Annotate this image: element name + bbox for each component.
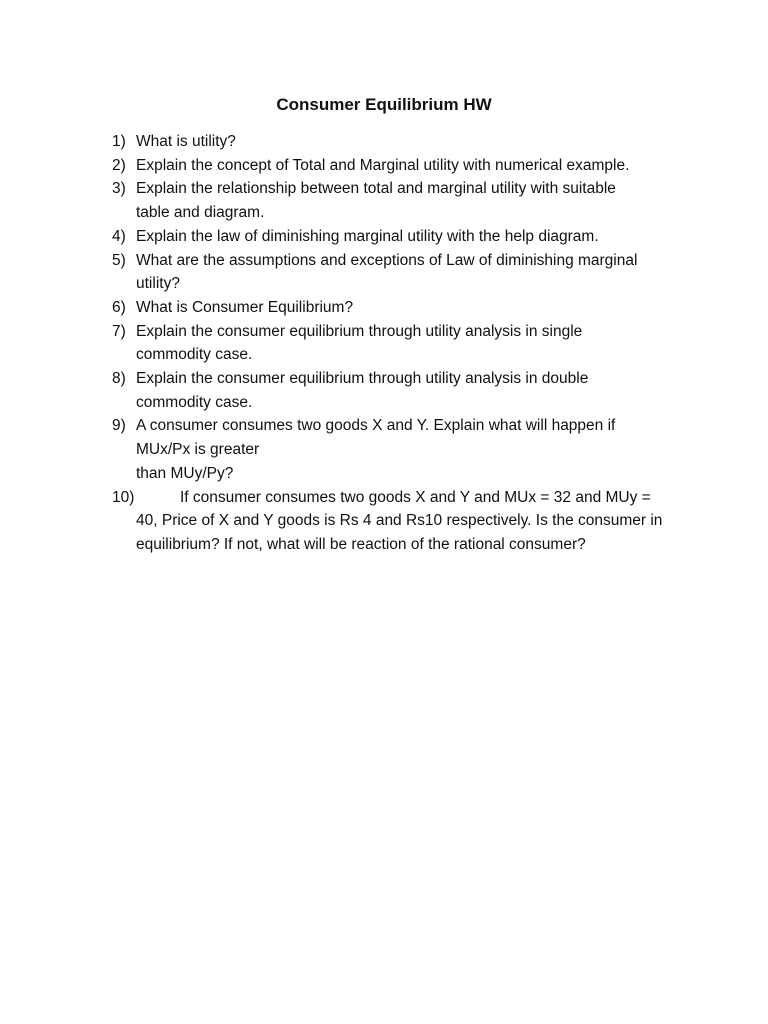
question-text: A consumer consumes two goods X and Y. Explain what will happen if [136, 417, 616, 435]
question-number: 7) [112, 322, 126, 340]
question-number: 3) [112, 180, 126, 198]
question-number: 4) [112, 227, 126, 245]
question-item-2 [112, 154, 672, 178]
question-item-7 [112, 320, 672, 367]
question-item-4 [112, 225, 672, 249]
question-number: 10) [112, 488, 135, 506]
question-text: table and diagram. [136, 204, 265, 222]
question-item-8 [112, 367, 672, 414]
question-number: 1) [112, 133, 126, 150]
question-number: 2) [112, 156, 126, 174]
question-text: MUx/Px is greater [136, 441, 260, 459]
question-number: 5) [112, 251, 126, 269]
question-text: What is utility? [136, 133, 236, 150]
question-text: commodity case. [136, 393, 253, 411]
question-list [112, 130, 672, 557]
question-text: Explain the consumer equilibrium through utility analysis in single [136, 322, 583, 340]
question-text: 40, Price of X and Y goods is Rs 4 and Rs10 respectively. Is the consumer in [136, 512, 663, 530]
question-number: 8) [112, 370, 126, 388]
question-text: utility? [136, 275, 180, 293]
question-text: What is Consumer Equilibrium? [136, 298, 354, 316]
question-text: Explain the law of diminishing marginal utility with the help diagram. [136, 227, 599, 245]
question-text: Explain the relationship between total and marginal utility with suitable [136, 180, 616, 198]
question-text: If consumer consumes two goods X and Y and MUx = 32 and MUy = [180, 488, 651, 506]
question-number: 9) [112, 417, 126, 435]
question-text: What are the assumptions and exceptions of Law of diminishing marginal [136, 251, 638, 269]
question-item-9 [112, 414, 672, 485]
question-item-5 [112, 249, 672, 296]
question-text: commodity case. [136, 346, 253, 364]
question-text: Explain the concept of Total and Marginal utility with numerical example. [136, 156, 630, 174]
question-text: equilibrium? If not, what will be reaction of the rational consumer? [136, 535, 586, 553]
question-number: 6) [112, 298, 126, 316]
question-text: Explain the consumer equilibrium through utility analysis in double [136, 370, 589, 388]
question-item-1 [112, 130, 672, 154]
page-title: Consumer Equilibrium HW [276, 95, 492, 114]
question-item-10 [112, 486, 672, 557]
question-item-3 [112, 177, 672, 224]
question-item-6 [112, 296, 672, 320]
question-text: than MUy/Py? [136, 464, 234, 482]
